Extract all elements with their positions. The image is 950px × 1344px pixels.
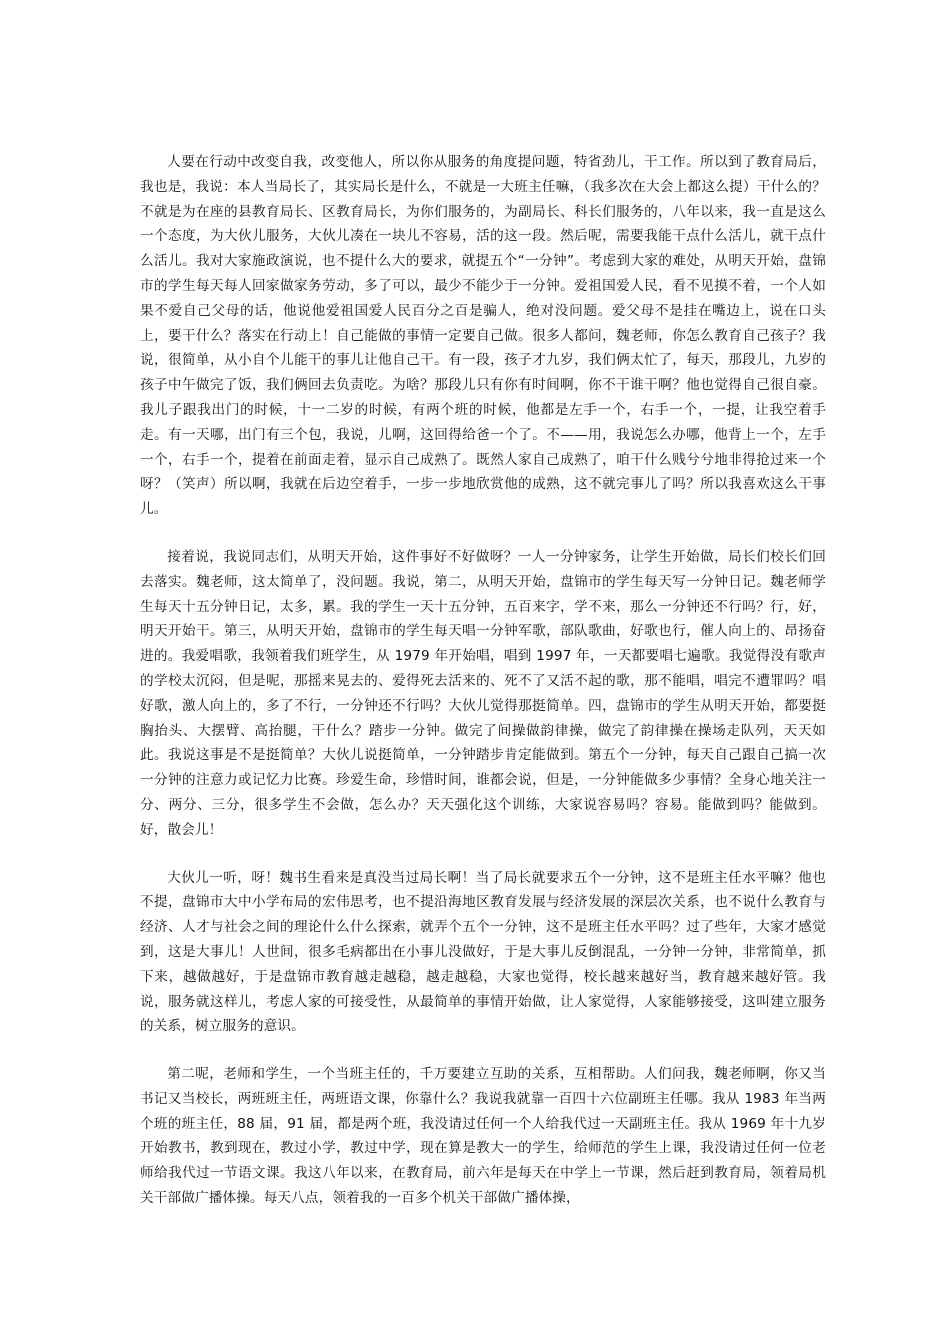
paragraph-3: 大伙儿一听，呀！魏书生看来是真没当过局长啊！当了局长就要求五个一分钟，这不是班主任水平嘛？他也不提，盘锦市大中小学布局的宏伟思考，也不提沿海地区教育发展与经济发展的深层次关系，也不说什么教育与经济、人才与社会之间的理论什么什么探索，就弄个五个一分钟，这不是班主任水平吗？过了些年，大家才感觉到，这是大事儿！人世间，很多毛病都出在小事儿没做好，于是大事儿反倒混乱，一分钟一分钟，非常简单，抓下来，越做越好，于是盘锦市教育越走越稳，越走越稳，大家也觉得，校长越来越好当，教育越来越好管。我说，服务就这样儿，考虑人家的可接受性，从最简单的事情开始做，让人家觉得，人家能够接受，这叫建立服务的关系，树立服务的意识。 bbox=[140, 869, 826, 1035]
document-page bbox=[140, 150, 826, 1234]
paragraph-4: 第二呢，老师和学生，一个当班主任的，千万要建立互助的关系，互相帮助。人们问我，魏老师啊，你又当书记又当校长，两班班主任，两班语文课，你靠什么？我说我就靠一百四十六位副班主任哪。我从 1983 年当两个班的班主任，88 届，91 届，都是两个班，我没请过任何一个人给我代过一天副班主任。我从 1969 年十九岁开始教书，教到现在，教过小学，教过中学，现在算是教大一的学生，给师范的学生上课，我没请过任何一位老师给我代过一节语文课。我这八年以来，在教育局，前六年是每天在中学上一节课，然后赶到教育局，领着局机关干部做广播体操。每天八点，领着我的一百多个机关干部做广播体操， bbox=[140, 1066, 826, 1207]
paragraph-2: 接着说，我说同志们，从明天开始，这件事好不好做呀？一人一分钟家务，让学生开始做，局长们校长们回去落实。魏老师，这太简单了，没问题。我说，第二，从明天开始，盘锦市的学生每天写一分钟日记。魏老师学生每天十五分钟日记，太多，累。我的学生一天十五分钟，五百来字，学不来，那么一分钟还不行吗？行，好，明天开始干。第三，从明天开始，盘锦市的学生每天唱一分钟军歌，部队歌曲，好歌也行，催人向上的、昂扬奋进的。我爱唱歌，我领着我们班学生，从 1979 年开始唱，唱到 1997 年，一天都要唱七遍歌。我觉得没有歌声的学校太沉闷，但是呢，那摇来晃去的、爱得死去活来的、死不了又活不起的歌，那不能唱，唱完不遭罪吗？唱好歌，激人向上的，多了不行，一分钟还不行吗？大伙儿觉得那挺简单。四，盘锦市的学生从明天开始，都要挺胸抬头、大摆臂、高抬腿，干什么？踏步一分钟。做完了间操做韵律操，做完了韵律操在操场走队列，天天如此。我说这事是不是挺简单？大伙儿说挺简单，一分钟踏步肯定能做到。第五个一分钟，每天自己跟自己搞一次一分钟的注意力或记忆力比赛。珍爱生命，珍惜时间，谁都会说，但是，一分钟能做多少事情？全身心地关注一分、两分、三分，很多学生不会做，怎么办？天天强化这个训练，大家说容易吗？容易。能做到吗？能做到。好，散会儿！ bbox=[140, 548, 826, 838]
paragraph-1: 人要在行动中改变自我，改变他人，所以你从服务的角度提问题，特省劲儿，干工作。所以到了教育局后，我也是，我说：本人当局长了，其实局长是什么，不就是一大班主任嘛，（我多次在大会上都这么提）干什么的？不就是为在座的县教育局长、区教育局长，为你们服务的，为副局长、科长们服务的，八年以来，我一直是这么一个态度，为大伙儿服务，大伙儿凑在一块儿不容易，活的这一段。然后呢，需要我能干点什么活儿，就干点什么活儿。我对大家施政演说，也不提什么大的要求，就提五个“一分钟”。考虑到大家的难处，从明天开始，盘锦市的学生每天每人回家做家务劳动，多了可以，最少不能少于一分钟。爱祖国爱人民，看不见摸不着，一个人如果不爱自己父母的话，他说他爱祖国爱人民百分之百是骗人，绝对没问题。爱父母不是挂在嘴边上，说在口头上，要干什么？落实在行动上！自己能做的事情一定要自己做。很多人都问，魏老师，你怎么教育自己孩子？我说，很简单，从小自个儿能干的事儿让他自己干。有一段，孩子才九岁，我们俩太忙了，每天，那段儿，九岁的孩子中午做完了饭，我们俩回去负责吃。为啥？那段儿只有你有时间啊，你不干谁干啊？他也觉得自己很自豪。我儿子跟我出门的时候，十一二岁的时候，有两个班的时候，他都是左手一个，右手一个，一提，让我空着手走。有一天哪，出门有三个包，我说，儿啊，这回得给爸一个了。不——用，我说怎么办哪，他背上一个，左手一个，右手一个，提着在前面走着，显示自己成熟了。既然人家自己成熟了，咱干什么贱兮兮地非得抢过来一个呀？（笑声）所以啊，我就在后边空着手，一步一步地欣赏他的成熟，这不就完事儿了吗？所以我喜欢这么干事儿。 bbox=[140, 154, 826, 518]
